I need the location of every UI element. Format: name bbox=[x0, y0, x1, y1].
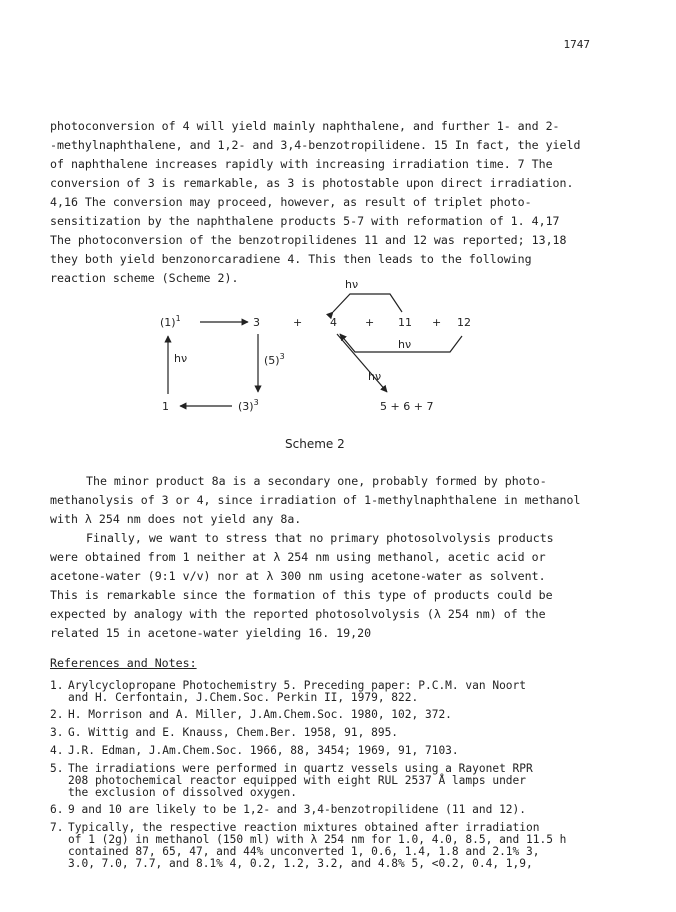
para3-line: This is remarkable since the formation of this type of products could be bbox=[50, 588, 553, 602]
hv-label: hν bbox=[345, 278, 359, 291]
para1-line: -methylnaphthalene, and 1,2- and 3,4-benzotropilidene. 15 In fact, the yield bbox=[50, 138, 581, 152]
para2-line: with λ 254 nm does not yield any 8a. bbox=[50, 512, 302, 526]
reference-item: 3. G. Wittig and E. Knauss, Chem.Ber. 1958, 91, 895. bbox=[50, 726, 399, 739]
para3-line: Finally, we want to stress that no primary photosolvolysis products bbox=[86, 531, 554, 545]
reaction-scheme bbox=[140, 274, 500, 434]
reference-item: 5. The irradiations were performed in quartz vessels using a Rayonet RPR 208 photochemical reactor equipped with eight RUL 2537 Å lamps under the exclusion of dissolved oxygen. bbox=[50, 762, 533, 799]
compound-3-triplet: $(3)^3$ bbox=[238, 398, 259, 413]
compound-3: 3 bbox=[253, 316, 260, 329]
para3-line: were obtained from 1 neither at λ 254 nm using methanol, acetic acid or bbox=[50, 550, 546, 564]
hv-label: hν bbox=[398, 338, 412, 351]
sensitizer-5-triplet: $(5)^3$ bbox=[264, 352, 285, 367]
plus-sign: + bbox=[365, 316, 375, 329]
reference-item: 7. Typically, the respective reaction mixtures obtained after irradiation of 1 (2g) in methanol (150 ml) with λ 254 nm for 1.0, 4.0, 8.5, and 11.5 h contained 87, 65, 47, and 44% unconverted 1, 0.6, 1.4, 1.8 and 2.1% 3, 3.0, 7.0, 7.7, and 8.1% 4, 0.2, 1.2, 3.2, and 4.8% 5, <0.2, 0.4, 1,9, bbox=[50, 821, 567, 870]
reference-item: 2. H. Morrison and A. Miller, J.Am.Chem.Soc. 1980, 102, 372. bbox=[50, 708, 452, 721]
para2-line: methanolysis of 3 or 4, since irradiation of 1-methylnaphthalene in methanol bbox=[50, 493, 581, 507]
hv-label: hν bbox=[368, 370, 382, 383]
arrow-4-to-products bbox=[337, 334, 387, 392]
compound-1: 1 bbox=[162, 400, 169, 413]
para1-line: The photoconversion of the benzotropilidenes 11 and 12 was reported; 13,18 bbox=[50, 233, 567, 247]
compound-4: 4 bbox=[330, 316, 337, 329]
para1-line: of naphthalene increases rapidly with increasing irradiation time. 7 The bbox=[50, 157, 553, 171]
para3-line: expected by analogy with the reported photosolvolysis (λ 254 nm) of the bbox=[50, 607, 546, 621]
para3-line: acetone-water (9:1 v/v) nor at λ 300 nm using acetone-water as solvent. bbox=[50, 569, 546, 583]
para1-line: photoconversion of 4 will yield mainly naphthalene, and further 1- and 2- bbox=[50, 119, 560, 133]
hv-label: hν bbox=[174, 352, 188, 365]
reference-item: 4. J.R. Edman, J.Am.Chem.Soc. 1966, 88, 3454; 1969, 91, 7103. bbox=[50, 744, 459, 757]
para1-line: conversion of 3 is remarkable, as 3 is photostable upon direct irradiation. bbox=[50, 176, 574, 190]
para3-line: related 15 in acetone-water yielding 16. 19,20 bbox=[50, 626, 372, 640]
reference-item: 1. Arylcyclopropane Photochemistry 5. Preceding paper: P.C.M. van Noort and H. Cerfontain, J.Chem.Soc. Perkin II, 1979, 822. bbox=[50, 679, 527, 704]
products-5-6-7: 5 + 6 + 7 bbox=[380, 400, 434, 413]
page-number: 1747 bbox=[563, 38, 590, 51]
para1-line: 4,16 The conversion may proceed, however, as result of triplet photo- bbox=[50, 195, 532, 209]
arrow-11-to-4 bbox=[333, 294, 402, 312]
compound-1-triplet: $(1)^1$ bbox=[160, 314, 181, 329]
plus-sign: + bbox=[432, 316, 442, 329]
plus-sign: + bbox=[293, 316, 303, 329]
para1-line: they both yield benzonorcaradiene 4. This then leads to the following bbox=[50, 252, 532, 266]
compound-12: 12 bbox=[457, 316, 471, 329]
references-heading: References and Notes: bbox=[50, 656, 197, 670]
para1-line: reaction scheme (Scheme 2). bbox=[50, 271, 239, 285]
reference-item: 6. 9 and 10 are likely to be 1,2- and 3,4-benzotropilidene (11 and 12). bbox=[50, 803, 527, 816]
para1-line: sensitization by the naphthalene products 5-7 with reformation of 1. 4,17 bbox=[50, 214, 560, 228]
scheme-caption: Scheme 2 bbox=[285, 437, 345, 451]
para2-line: The minor product 8a is a secondary one, probably formed by photo- bbox=[86, 474, 547, 488]
compound-11: 11 bbox=[398, 316, 412, 329]
